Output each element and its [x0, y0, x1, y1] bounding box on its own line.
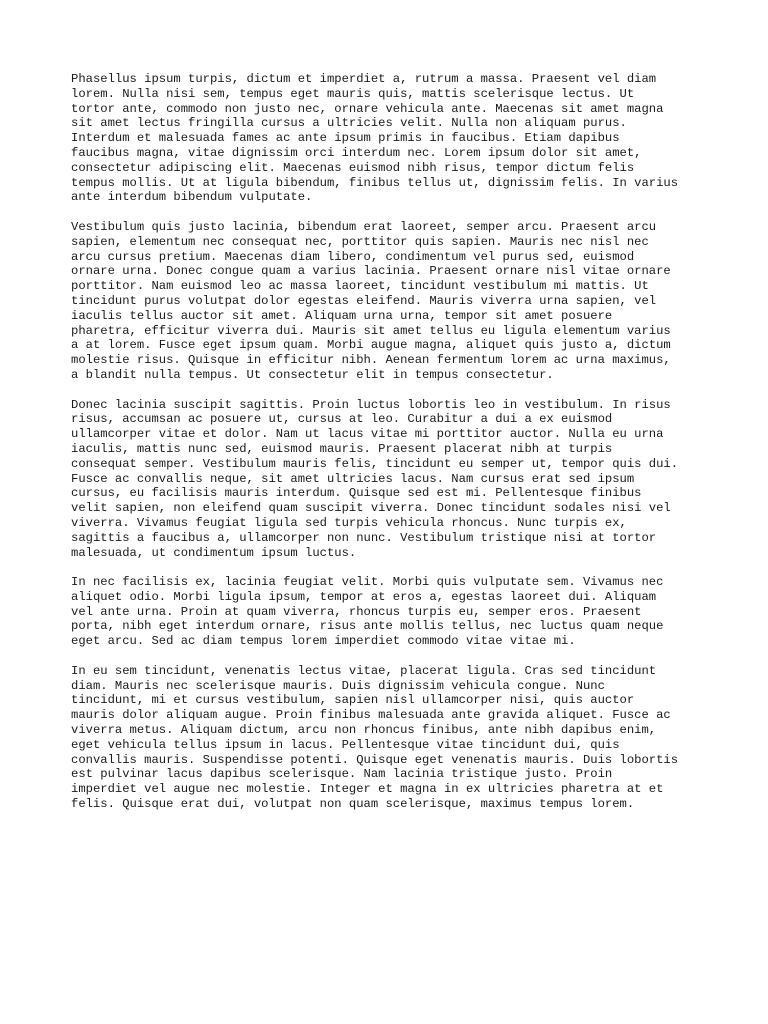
document-page: [71, 72, 711, 827]
text-line: tempus mollis. Ut at ligula bibendum, finibus tellus ut, dignissim felis. In varius: [71, 175, 679, 190]
text-line: molestie risus. Quisque in efficitur nibh. Aenean fermentum lorem ac urna maximus,: [71, 353, 671, 368]
text-line: diam. Mauris nec scelerisque mauris. Duis dignissim vehicula congue. Nunc: [71, 678, 605, 693]
text-line: Interdum et malesuada fames ac ante ipsum primis in faucibus. Etiam dapibus: [71, 131, 620, 146]
text-line: a blandit nulla tempus. Ut consectetur elit in tempus consectetur.: [71, 367, 554, 382]
text-line: eget vehicula tellus ipsum in lacus. Pellentesque vitae tincidunt dui, quis: [71, 737, 620, 752]
text-line: iaculis, mattis nunc sed, euismod mauris. Praesent placerat nibh at turpis: [71, 441, 613, 456]
text-line: faucibus magna, vitae dignissim orci interdum nec. Lorem ipsum dolor sit amet,: [71, 145, 642, 160]
text-line: porttitor. Nam euismod leo ac massa laoreet, tincidunt vestibulum mi mattis. Ut: [71, 279, 649, 294]
text-line: viverra metus. Aliquam dictum, arcu non rhoncus finibus, ante nibh dapibus enim,: [71, 723, 657, 738]
text-line: est pulvinar lacus dapibus scelerisque. Nam lacinia tristique justo. Proin: [71, 767, 613, 782]
text-line: imperdiet vel augue nec molestie. Integer et magna in ex ultricies pharetra at et: [71, 782, 664, 797]
paragraph-4: [71, 575, 711, 649]
text-line: a at lorem. Fusce eget ipsum quam. Morbi augue magna, aliquet quis justo a, dictum: [71, 338, 671, 353]
text-line: porta, nibh eget interdum ornare, risus ante mollis tellus, nec luctus quam neque: [71, 619, 664, 634]
text-line: sit amet lectus fringilla cursus a ultricies velit. Nulla non aliquam purus.: [71, 116, 627, 131]
text-line: convallis mauris. Suspendisse potenti. Quisque eget venenatis mauris. Duis lobortis: [71, 752, 679, 767]
text-line: Phasellus ipsum turpis, dictum et imperdiet a, rutrum a massa. Praesent vel diam: [71, 72, 657, 86]
text-line: Donec lacinia suscipit sagittis. Proin luctus lobortis leo in vestibulum. In risus: [71, 397, 671, 412]
text-line: tincidunt purus volutpat dolor egestas eleifend. Mauris viverra urna sapien, vel: [71, 293, 657, 308]
text-line: sagittis a faucibus a, ullamcorper non nunc. Vestibulum tristique nisi at tortor: [71, 530, 657, 545]
text-line: Vestibulum quis justo lacinia, bibendum erat laoreet, semper arcu. Praesent arcu: [71, 219, 657, 234]
text-line: In eu sem tincidunt, venenatis lectus vitae, placerat ligula. Cras sed tincidunt: [71, 663, 657, 678]
text-line: malesuada, ut condimentum ipsum luctus.: [71, 545, 357, 560]
paragraph-1: [71, 72, 711, 205]
text-line: arcu cursus pretium. Maecenas diam libero, condimentum vel purus sed, euismod: [71, 249, 635, 264]
text-line: viverra. Vivamus feugiat ligula sed turpis vehicula rhoncus. Nunc turpis ex,: [71, 515, 627, 530]
text-line: lorem. Nulla nisi sem, tempus eget mauris quis, mattis scelerisque lectus. Ut: [71, 86, 635, 101]
paragraph-5: [71, 664, 711, 812]
text-line: ullamcorper vitae et dolor. Nam ut lacus vitae mi porttitor auctor. Nulla eu urna: [71, 427, 664, 442]
text-line: felis. Quisque erat dui, volutpat non quam scelerisque, maximus tempus lorem.: [71, 797, 635, 812]
text-line: tincidunt, mi et cursus vestibulum, sapien nisl ullamcorper nisi, quis auctor: [71, 693, 635, 708]
text-line: Fusce ac convallis neque, sit amet ultricies lacus. Nam cursus erat sed ipsum: [71, 471, 635, 486]
paragraph-2: [71, 220, 711, 383]
text-line: mauris dolor aliquam augue. Proin finibus malesuada ante gravida aliquet. Fusce ac: [71, 708, 671, 723]
text-line: risus, accumsan ac posuere ut, cursus at leo. Curabitur a dui a ex euismod: [71, 412, 613, 427]
text-line: pharetra, efficitur viverra dui. Mauris sit amet tellus eu ligula elementum varius: [71, 323, 671, 338]
text-line: velit sapien, non eleifend quam suscipit viverra. Donec tincidunt sodales nisi vel: [71, 501, 671, 516]
text-line: sapien, elementum nec consequat nec, porttitor quis sapien. Mauris nec nisl nec: [71, 234, 649, 249]
text-line: iaculis tellus auctor sit amet. Aliquam urna urna, tempor sit amet posuere: [71, 308, 613, 323]
text-line: tortor ante, commodo non justo nec, ornare vehicula ante. Maecenas sit amet magna: [71, 101, 664, 116]
paragraph-3: [71, 398, 711, 561]
text-line: aliquet odio. Morbi ligula ipsum, tempor at eros a, egestas laoreet dui. Aliquam: [71, 589, 657, 604]
text-line: ante interdum bibendum vulputate.: [71, 190, 313, 205]
text-line: consectetur adipiscing elit. Maecenas euismod nibh risus, tempor dictum felis: [71, 160, 635, 175]
text-line: cursus, eu facilisis mauris interdum. Quisque sed est mi. Pellentesque finibus: [71, 486, 642, 501]
text-line: ornare urna. Donec congue quam a varius lacinia. Praesent ornare nisl vitae ornare: [71, 264, 671, 279]
text-line: eget arcu. Sed ac diam tempus lorem imperdiet commodo vitae vitae mi.: [71, 634, 576, 649]
text-line: vel ante urna. Proin at quam viverra, rhoncus turpis eu, semper eros. Praesent: [71, 604, 642, 619]
text-line: In nec facilisis ex, lacinia feugiat velit. Morbi quis vulputate sem. Vivamus nec: [71, 575, 664, 590]
text-line: consequat semper. Vestibulum mauris felis, tincidunt eu semper ut, tempor quis dui.: [71, 456, 679, 471]
